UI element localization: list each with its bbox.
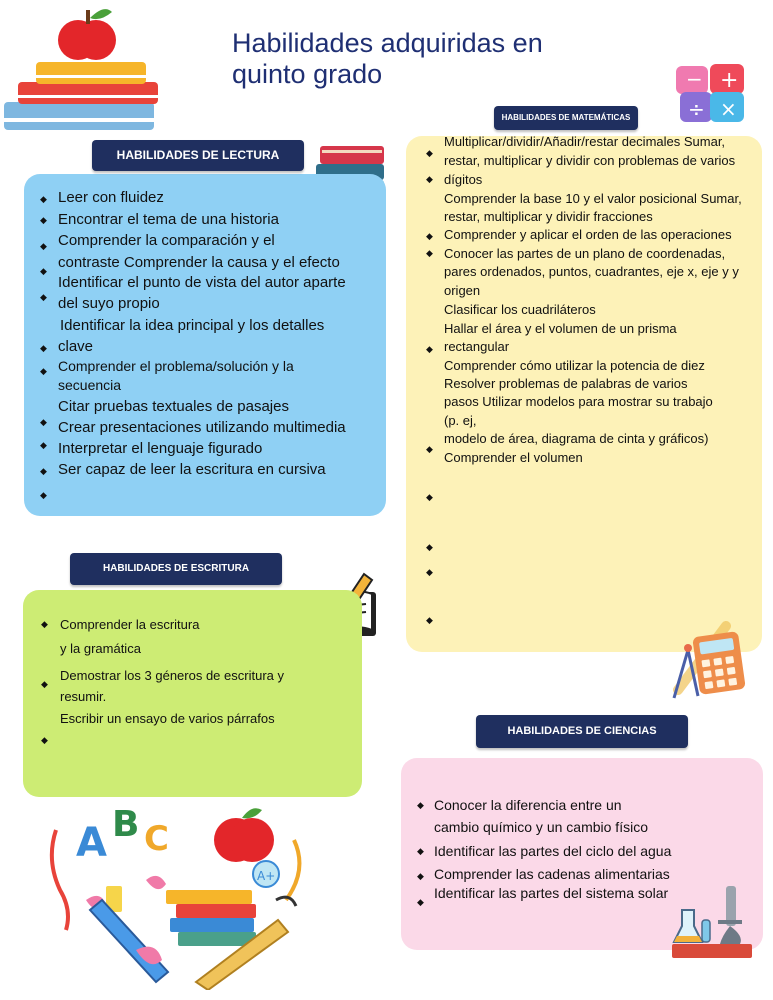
bullet: ◆ (417, 871, 424, 881)
math-line: Hallar el área y el volumen de un prisma (444, 321, 677, 336)
reading-skills-header: HABILIDADES DE LECTURA (92, 140, 304, 171)
reading-line: Identificar la idea principal y los detalles (60, 317, 325, 334)
microscope-lab-icon (668, 880, 758, 964)
bullet: ◆ (417, 800, 424, 810)
bullet: ◆ (40, 194, 47, 204)
bullet: ◆ (417, 897, 424, 907)
reading-line: Leer con fluidez (58, 189, 164, 206)
math-line: Comprender cómo utilizar la potencia de diez (444, 358, 705, 373)
bullet: ◆ (40, 466, 47, 476)
bullet: ◆ (426, 148, 433, 158)
bullet: ◆ (40, 440, 47, 450)
page-title-line1: Habilidades adquiridas en (232, 28, 543, 58)
calculator-compass-icon (654, 620, 754, 704)
bullet: ◆ (426, 492, 433, 502)
math-line: restar, multiplicar y dividir fracciones (444, 209, 653, 224)
reading-line: Citar pruebas textuales de pasajes (58, 398, 289, 415)
svg-text:B: B (112, 804, 140, 845)
svg-text:+: + (720, 68, 739, 93)
bullet: ◆ (40, 292, 47, 302)
reading-line: Crear presentaciones utilizando multimedia (58, 419, 346, 436)
math-line: Clasificar los cuadriláteros (444, 302, 596, 317)
writing-line: Demostrar los 3 géneros de escritura y (60, 668, 284, 683)
science-line: Conocer la diferencia entre un (434, 797, 622, 813)
bullet: ◆ (426, 615, 433, 625)
bullet: ◆ (40, 490, 47, 500)
math-line: Comprender y aplicar el orden de las operaciones (444, 227, 732, 242)
science-line: Identificar las partes del ciclo del agua (434, 843, 672, 859)
bullet: ◆ (40, 241, 47, 251)
svg-text:−: − (686, 67, 703, 91)
bullet: ◆ (41, 735, 48, 745)
math-symbols-icon (672, 62, 752, 126)
math-line: Conocer las partes de un plano de coordenadas, (444, 246, 726, 261)
math-line: restar, multiplicar y dividir con problemas de varios (444, 153, 736, 168)
writing-line: resumir. (60, 689, 107, 704)
bullet: ◆ (426, 344, 433, 354)
science-line: Identificar las partes del sistema solar (434, 885, 669, 901)
writing-line: y la gramática (60, 641, 141, 656)
svg-text:×: × (720, 97, 737, 121)
math-skills-panel (406, 136, 762, 652)
bullet: ◆ (41, 619, 48, 629)
science-line: cambio químico y un cambio físico (434, 819, 648, 835)
math-line: Resolver problemas de palabras de varios (444, 376, 688, 391)
reading-skills-panel (24, 174, 386, 516)
math-line: rectangular (444, 339, 510, 354)
reading-line: Identificar el punto de vista del autor aparte (58, 274, 346, 291)
science-line: Comprender las cadenas alimentarias (434, 866, 670, 882)
reading-line: Ser capaz de leer la escritura en cursiva (58, 461, 326, 478)
bullet: ◆ (41, 679, 48, 689)
math-line: origen (444, 283, 481, 298)
reading-line: Comprender la comparación y el (58, 232, 275, 249)
math-line: (p. ej, (444, 413, 477, 428)
page-title-line2: quinto grado (232, 59, 383, 89)
math-line: Comprender la base 10 y el valor posicional Sumar, (444, 191, 742, 206)
bullet: ◆ (40, 417, 47, 427)
writing-skills-header: HABILIDADES DE ESCRITURA (70, 553, 282, 585)
writing-skills-panel (23, 590, 362, 797)
bullet: ◆ (426, 248, 433, 258)
bullet: ◆ (426, 542, 433, 552)
reading-line: contraste Comprender la causa y el efecto (58, 254, 340, 271)
bullet: ◆ (426, 231, 433, 241)
math-line: pares ordenados, puntos, cuadrantes, eje x, eje y y (444, 264, 739, 279)
reading-line: secuencia (58, 377, 122, 393)
svg-text:÷: ÷ (688, 97, 705, 121)
bullet: ◆ (426, 444, 433, 454)
writing-line: Escribir un ensayo de varios párrafos (60, 711, 275, 726)
bullet: ◆ (426, 567, 433, 577)
svg-text:A: A (76, 820, 107, 866)
reading-line: Interpretar el lenguaje figurado (58, 440, 263, 457)
math-skills-header: HABILIDADES DE MATEMÁTICAS (494, 106, 638, 130)
svg-text:C: C (144, 819, 169, 859)
reading-line: del suyo propio (58, 295, 160, 312)
math-line: Comprender el volumen (444, 450, 583, 465)
math-line: modelo de área, diagrama de cinta y gráficos) (444, 431, 709, 446)
math-line: Multiplicar/dividir/Añadir/restar decimales Sumar, (444, 134, 726, 149)
writing-line: Comprender la escritura (60, 617, 200, 632)
bullet: ◆ (426, 174, 433, 184)
page-title (232, 28, 652, 90)
reading-line: clave (58, 338, 94, 355)
abc-school-collage-icon (46, 800, 312, 990)
science-skills-header: HABILIDADES DE CIENCIAS (476, 715, 688, 748)
math-line: dígitos (444, 172, 483, 187)
bullet: ◆ (40, 366, 47, 376)
reading-line: Encontrar el tema de una historia (58, 211, 279, 228)
bullet: ◆ (40, 343, 47, 353)
svg-text:A+: A+ (257, 869, 276, 883)
apple-books-icon (0, 0, 165, 135)
bullet: ◆ (40, 266, 47, 276)
bullet: ◆ (40, 215, 47, 225)
reading-line: Comprender el problema/solución y la (58, 358, 294, 374)
math-line: pasos Utilizar modelos para mostrar su trabajo (444, 394, 713, 409)
bullet: ◆ (417, 846, 424, 856)
